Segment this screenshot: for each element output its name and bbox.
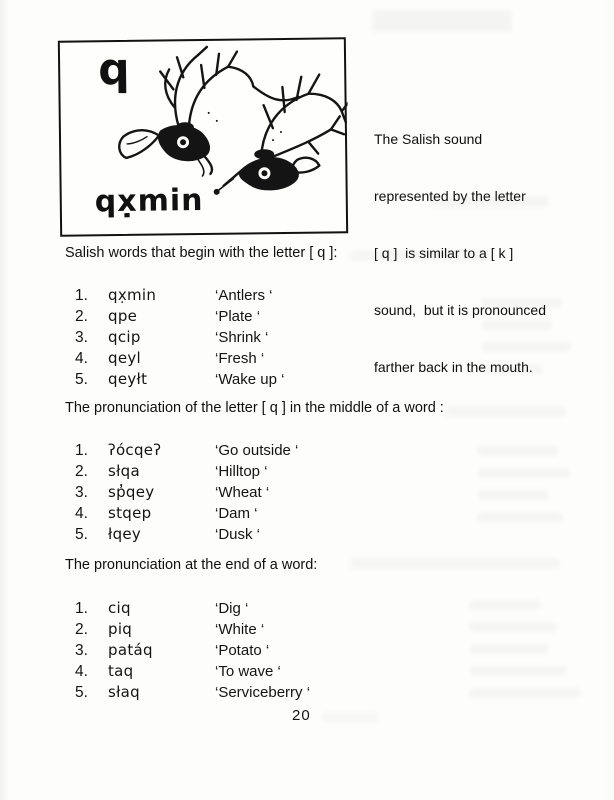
- item-number: 5.: [75, 371, 88, 388]
- list-item: [75, 440, 298, 461]
- english-gloss: ‘Wake up ‘: [215, 371, 285, 388]
- salish-word: piq: [108, 620, 133, 638]
- sidenote-line: The Salish sound: [374, 131, 483, 147]
- item-number: 1.: [75, 287, 88, 304]
- item-number: 2.: [75, 463, 88, 480]
- scan-smudge: [470, 622, 556, 632]
- section-heading-middle: The pronunciation of the letter [ q ] in the middle of a word :: [65, 400, 444, 416]
- english-gloss: ‘Hilltop ‘: [215, 463, 268, 480]
- english-gloss: ‘Dig ‘: [215, 600, 249, 617]
- page-number: 20: [292, 707, 311, 724]
- deer-antlers-icon: [112, 41, 349, 199]
- scan-smudge: [470, 600, 540, 610]
- english-gloss: ‘Fresh ‘: [215, 350, 265, 367]
- salish-word: ʔócqeʔ: [108, 441, 162, 459]
- item-number: 1.: [75, 600, 88, 617]
- salish-word: słqa: [108, 462, 140, 480]
- scan-smudge: [350, 250, 490, 261]
- scan-smudge: [478, 490, 548, 500]
- item-number: 4.: [75, 350, 88, 367]
- list-item: [75, 306, 284, 327]
- scan-smudge: [482, 298, 562, 308]
- scan-smudge: [478, 468, 570, 478]
- salish-word: patáq: [108, 641, 153, 659]
- salish-word: qx̣min: [108, 286, 157, 304]
- wordlist-middle: [65, 440, 298, 545]
- item-number: 2.: [75, 308, 88, 325]
- english-gloss: ‘Potato ‘: [215, 642, 270, 659]
- flashcard-box: [58, 37, 348, 237]
- english-gloss: ‘To wave ‘: [215, 663, 281, 680]
- flashcard-letter: q: [97, 43, 130, 96]
- scan-smudge: [478, 446, 558, 456]
- salish-word: qcip: [108, 328, 141, 346]
- item-number: 1.: [75, 442, 88, 459]
- salish-word: qpe: [108, 307, 138, 325]
- list-item: [75, 598, 310, 619]
- salish-word: stqep: [108, 504, 152, 522]
- list-item: [75, 503, 298, 524]
- section-heading-end: The pronunciation at the end of a word:: [65, 557, 318, 573]
- list-item: [75, 482, 298, 503]
- english-gloss: ‘White ‘: [215, 621, 265, 638]
- sidenote-line: represented by the letter: [374, 188, 526, 204]
- wordlist-end: [65, 598, 310, 703]
- list-item: [75, 524, 298, 545]
- list-item: [75, 682, 310, 703]
- scan-smudge: [470, 644, 548, 654]
- list-item: [75, 661, 310, 682]
- salish-word: sp̓qey: [108, 483, 155, 501]
- english-gloss: ‘Plate ‘: [215, 308, 261, 325]
- scan-smudge: [446, 406, 566, 417]
- list-item: [75, 285, 284, 306]
- sidenote-line: farther back in the mouth.: [374, 359, 533, 375]
- item-number: 5.: [75, 526, 88, 543]
- scan-smudge: [482, 320, 552, 330]
- salish-word: ciq: [108, 599, 131, 617]
- scan-smudge: [350, 558, 560, 569]
- list-item: [75, 461, 298, 482]
- item-number: 5.: [75, 684, 88, 701]
- scan-smudge: [482, 342, 570, 352]
- scan-smudge: [322, 712, 378, 722]
- english-gloss: ‘Serviceberry ‘: [215, 684, 311, 701]
- salish-word: taq: [108, 662, 134, 680]
- sidenote-line: sound, but it is pronounced: [374, 302, 547, 318]
- item-number: 2.: [75, 621, 88, 638]
- english-gloss: ‘Go outside ‘: [215, 442, 299, 459]
- salish-word: qeyłt: [108, 370, 148, 388]
- english-gloss: ‘Wheat ‘: [215, 484, 270, 501]
- item-number: 4.: [75, 663, 88, 680]
- english-gloss: ‘Dam ‘: [215, 505, 258, 522]
- english-gloss: ‘Antlers ‘: [215, 287, 273, 304]
- wordlist-begin: [65, 285, 284, 390]
- list-item: [75, 369, 284, 390]
- scan-smudge: [470, 688, 580, 698]
- list-item: [75, 619, 310, 640]
- list-item: [75, 348, 284, 369]
- scan-smudge: [372, 10, 512, 32]
- list-item: [75, 327, 284, 348]
- list-item: [75, 640, 310, 661]
- salish-word: słaq: [108, 683, 140, 701]
- english-gloss: ‘Shrink ‘: [215, 329, 269, 346]
- section-heading-begin: Salish words that begin with the letter [ q ]:: [65, 245, 338, 261]
- item-number: 3.: [75, 329, 88, 346]
- scan-smudge: [430, 196, 548, 207]
- flashcard-word: qx̣min: [94, 182, 204, 220]
- item-number: 4.: [75, 505, 88, 522]
- salish-word: qeyl: [108, 349, 141, 367]
- scan-smudge: [470, 666, 566, 676]
- item-number: 3.: [75, 484, 88, 501]
- item-number: 3.: [75, 642, 88, 659]
- sidenote-line: [ q ] is similar to a [ k ]: [374, 245, 514, 261]
- scan-smudge: [482, 364, 542, 374]
- english-gloss: ‘Dusk ‘: [215, 526, 261, 543]
- salish-word: łqey: [108, 525, 142, 543]
- scan-smudge: [478, 512, 562, 522]
